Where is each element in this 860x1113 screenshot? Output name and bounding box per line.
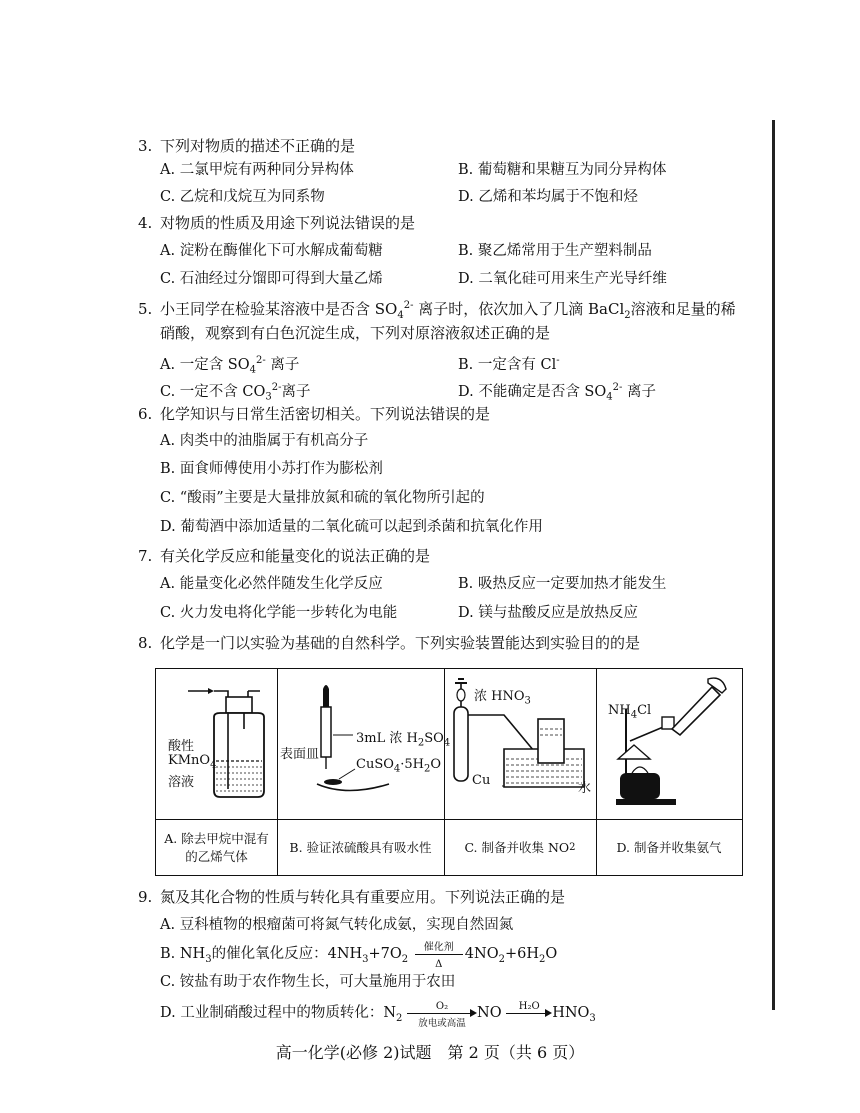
reaction-arrow — [506, 1002, 552, 1024]
caption-d: D. 制备并收集氨气 — [616, 840, 722, 855]
option-b: B. 一定含有 Cl- — [458, 355, 560, 373]
arrow-bottom-label: 放电或高温 — [418, 1018, 466, 1029]
reaction-arrow — [407, 1001, 477, 1029]
label-nh4cl: $NH_4Cl$ — [608, 703, 652, 721]
question-6 — [138, 404, 490, 424]
label-conc-hno3: 浓 $HNO_3$ — [474, 689, 531, 707]
heat-label: Δ — [435, 959, 443, 970]
option-a: A. 二氯甲烷有两种同分异构体 — [160, 162, 354, 178]
option-c: C. 火力发电将化学能一步转化为电能 — [160, 605, 398, 621]
catalyst-label: 催化剂 — [423, 942, 454, 953]
option-c: C. 石油经过分馏即可得到大量乙烯 — [160, 271, 383, 287]
option-text: 离子 — [281, 383, 311, 400]
option-b: B. 聚乙烯常用于生产塑料制品 — [458, 243, 652, 259]
option-a: A. 肉类中的油脂属于有机高分子 — [160, 433, 369, 449]
option-b: B. $NH_3$的催化氧化反应：$4NH_3+7O_2$ $\frac{\text{催化剂}}{\Delta}$ $4NO_2+6H_2O$ — [160, 942, 557, 970]
label-text: SO — [424, 731, 444, 746]
label-text: NH — [608, 703, 631, 718]
question-stem: 有关化学反应和能量变化的说法正确的是 — [160, 547, 431, 565]
option-d: D. 葡萄酒中添加适量的二氧化硫可以起到杀菌和抗氧化作用 — [160, 519, 543, 535]
label-kmno4: KMnO$_4$ — [168, 753, 217, 771]
question-stem: 氮及其化合物的性质与转化具有重要应用。下列说法正确的是 — [160, 888, 566, 906]
label-cuso4: $CuSO_4\cdot 5H_2O$ — [356, 757, 442, 775]
option-text: D. 工业制硝酸过程中的物质转化：N — [160, 1005, 397, 1021]
label-watch-glass: 表面皿 — [280, 747, 320, 762]
option-c: C. 铵盐有助于农作物生长，可大量施用于农田 — [160, 974, 456, 990]
question-number: 5. — [138, 300, 153, 318]
question-3 — [138, 136, 355, 156]
label-water: 水 — [578, 781, 592, 796]
question-stem: 下列对物质的描述不正确的是 — [160, 137, 356, 155]
option-a: A. 豆科植物的根瘤菌可将氮气转化成氨，实现自然固氮 — [160, 917, 514, 933]
caption-a: A. 除去甲烷中混有的乙烯气体 — [164, 831, 269, 864]
option-text: C. 一定不含 CO — [160, 383, 266, 400]
label-text: KMnO — [168, 753, 211, 768]
label-copper: Cu — [472, 773, 491, 788]
option-text: +6H — [504, 946, 539, 962]
label-acid: 酸性 — [168, 739, 195, 754]
label-text: O — [430, 757, 442, 772]
question-stem: 离子时，依次加入了几滴 BaCl — [418, 300, 625, 318]
question-stem: 化学知识与日常生活密切相关。下列说法错误的是 — [160, 405, 491, 423]
option-d: D. 二氧化硅可用来生产光导纤维 — [458, 271, 667, 287]
question-5: 5. 小王同学在检验某溶液中是否含 $SO_4^{2-}$ 离子时，依次加入了几滴 BaCl$_2$溶液和足量的稀 — [138, 300, 736, 321]
question-7 — [138, 546, 430, 566]
question-number: 8. — [138, 634, 153, 652]
option-text: 的催化氧化反应：4NH — [211, 946, 363, 962]
question-number: 4. — [138, 214, 153, 232]
option-b: B. 面食师傅使用小苏打作为膨松剂 — [160, 461, 383, 477]
option-b: B. 吸热反应一定要加热才能发生 — [458, 576, 667, 592]
option-a: A. 一定含 $SO_4^{2-}$ 离子 — [160, 355, 300, 376]
arrow-top-label: H₂O — [518, 1001, 540, 1012]
option-a: A. 淀粉在酶催化下可水解成葡萄糖 — [160, 243, 383, 259]
caption-text: C. 制备并收集 NO — [464, 840, 570, 855]
option-text: 离子 — [627, 383, 656, 400]
option-text: A. 一定含 SO — [160, 356, 250, 373]
reaction-condition — [415, 942, 463, 970]
option-d: D. 不能确定是否含 $SO_4^{2-}$ 离子 — [458, 382, 656, 403]
page-footer: 高一化学(必修 2)试题 第 2 页（共 6 页） — [275, 1043, 585, 1062]
option-text: NO — [477, 1005, 502, 1021]
page-edge-line — [772, 120, 775, 1010]
option-text: 4NO — [464, 946, 499, 962]
question-stem: 小王同学在检验某溶液中是否含 SO — [160, 300, 398, 318]
question-number: 6. — [138, 405, 153, 423]
label-text: 3mL 浓 H — [356, 731, 418, 746]
ammonia-apparatus-diagram — [596, 669, 742, 819]
option-text: HNO — [552, 1005, 590, 1021]
question-number: 7. — [138, 547, 153, 565]
option-c: C. 一定不含 $CO_3^{2-}$离子 — [160, 382, 311, 403]
option-a: A. 能量变化必然伴随发生化学反应 — [160, 576, 383, 592]
question-8 — [138, 633, 640, 653]
option-text: D. 不能确定是否含 SO — [458, 383, 607, 400]
caption-c: C. 制备并收集 NO 2 — [464, 840, 576, 855]
option-d: D. 工业制硝酸过程中的物质转化：$N_2$ O₂ 放电或高温 NO H₂O $HNO_3$ — [160, 1002, 596, 1029]
option-text: +7O — [368, 946, 402, 962]
question-number: 9. — [138, 888, 153, 906]
question-stem: 对物质的性质及用途下列说法错误的是 — [160, 214, 416, 232]
question-4 — [138, 213, 415, 233]
option-d: D. 乙烯和苯均属于不饱和烃 — [458, 189, 638, 205]
question-5-line2: 硝酸，观察到有白色沉淀生成，下列对原溶液叙述正确的是 — [160, 324, 551, 342]
label-acid-volume: 3mL 浓 $H_2SO_4$ — [356, 731, 451, 749]
label-text: ·5H — [400, 757, 425, 772]
question-stem: 溶液和足量的稀 — [630, 300, 736, 318]
option-b: B. 葡萄糖和果糖互为同分异构体 — [458, 162, 667, 178]
caption-b: B. 验证浓硫酸具有吸水性 — [289, 840, 432, 855]
question-number: 3. — [138, 137, 153, 155]
arrow-top-label: O₂ — [435, 1001, 449, 1012]
label-text: 浓 HNO — [474, 689, 525, 704]
option-c: C. “酸雨”主要是大量排放氮和硫的氧化物所引起的 — [160, 490, 485, 506]
label-text: CuSO — [356, 757, 394, 772]
question-9 — [138, 887, 565, 907]
experiment-figure-table — [155, 668, 743, 876]
label-solution: 溶液 — [168, 775, 195, 790]
option-text: B. NH — [160, 946, 206, 962]
option-d: D. 镁与盐酸反应是放热反应 — [458, 605, 638, 621]
label-text: Cl — [637, 703, 652, 718]
option-text: 离子 — [270, 356, 300, 373]
option-c: C. 乙烷和戊烷互为同系物 — [160, 189, 325, 205]
option-text: O — [545, 946, 558, 962]
option-text: B. 一定含有 Cl — [458, 356, 557, 373]
question-stem: 化学是一门以实验为基础的自然科学。下列实验装置能达到实验目的的是 — [160, 634, 641, 652]
